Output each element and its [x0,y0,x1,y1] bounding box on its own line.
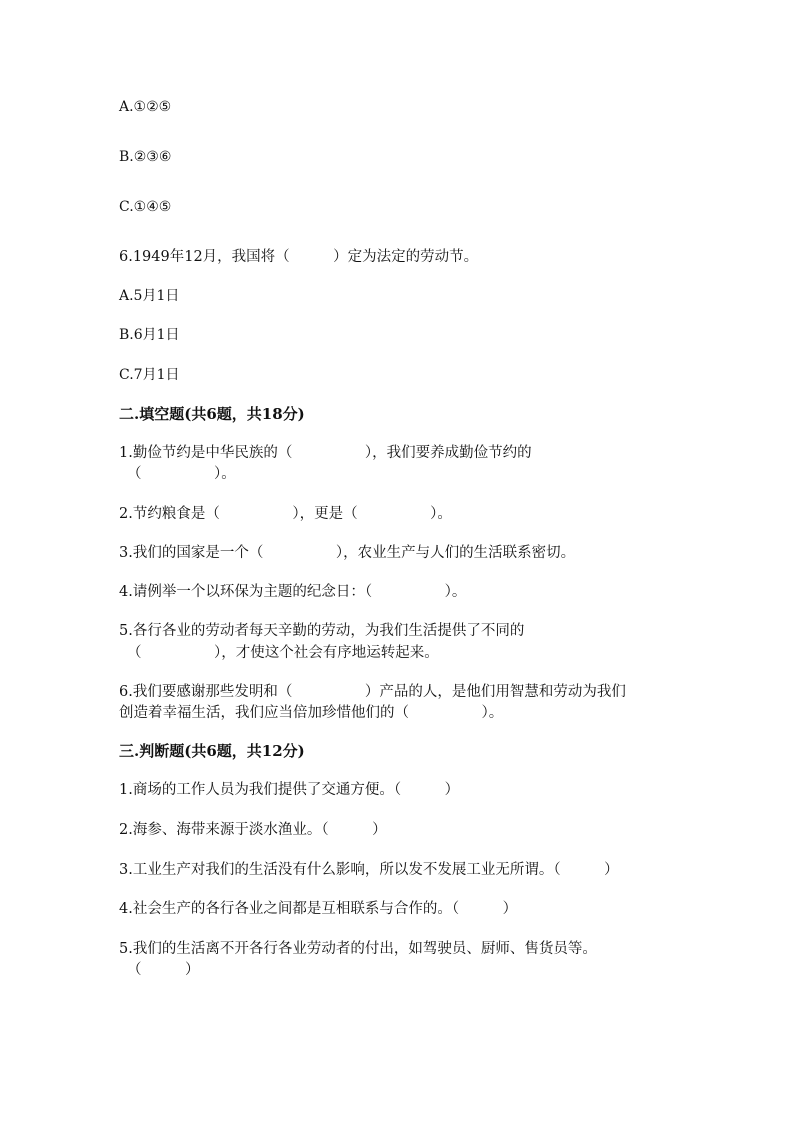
judge-question-3: 3.工业生产对我们的生活没有什么影响，所以发不发展工业无所谓。（ ） [119,862,619,878]
judge-question-5-cont: （ ） [127,962,200,978]
judge-question-5: 5.我们的生活离不开各行各业劳动者的付出，如驾驶员、厨师、售货员等。 [119,941,597,957]
option-b: B.②③⑥ [119,149,172,165]
fill-question-2: 2.节约粮食是（ ），更是（ ）。 [119,506,452,522]
fill-question-4: 4.请例举一个以环保为主题的纪念日：（ ）。 [119,584,467,600]
section-2-title: 二.填空题(共6题，共18分) [119,405,305,423]
fill-question-6: 6.我们要感谢那些发明和（ ）产品的人，是他们用智慧和劳动为我们 [119,684,626,700]
judge-question-1: 1.商场的工作人员为我们提供了交通方便。（ ） [119,782,460,798]
section-3-title: 三.判断题(共6题，共12分) [119,742,305,760]
question-6-option-c: C.7月1日 [119,367,180,383]
fill-question-5-cont: （ ），才使这个社会有序地运转起来。 [127,645,439,661]
fill-question-6-cont: 创造着幸福生活，我们应当倍加珍惜他们的（ ）。 [119,705,504,721]
judge-question-2: 2.海参、海带来源于淡水渔业。（ ） [119,822,387,838]
question-6-option-a: A.5月1日 [119,288,180,304]
option-c: C.①④⑤ [119,199,172,215]
fill-question-1: 1.勤俭节约是中华民族的（ ），我们要养成勤俭节约的 [119,445,532,461]
fill-question-3: 3.我们的国家是一个（ ），农业生产与人们的生活联系密切。 [119,545,576,561]
fill-question-1-cont: （ ）。 [127,466,236,482]
judge-question-4: 4.社会生产的各行各业之间都是互相联系与合作的。（ ） [119,901,518,917]
option-a: A.①②⑤ [119,99,172,115]
question-6-stem: 6.1949年12月，我国将（ ）定为法定的劳动节。 [119,249,479,265]
question-6-option-b: B.6月1日 [119,327,180,343]
fill-question-5: 5.各行各业的劳动者每天辛勤的劳动，为我们生活提供了不同的 [119,623,525,639]
